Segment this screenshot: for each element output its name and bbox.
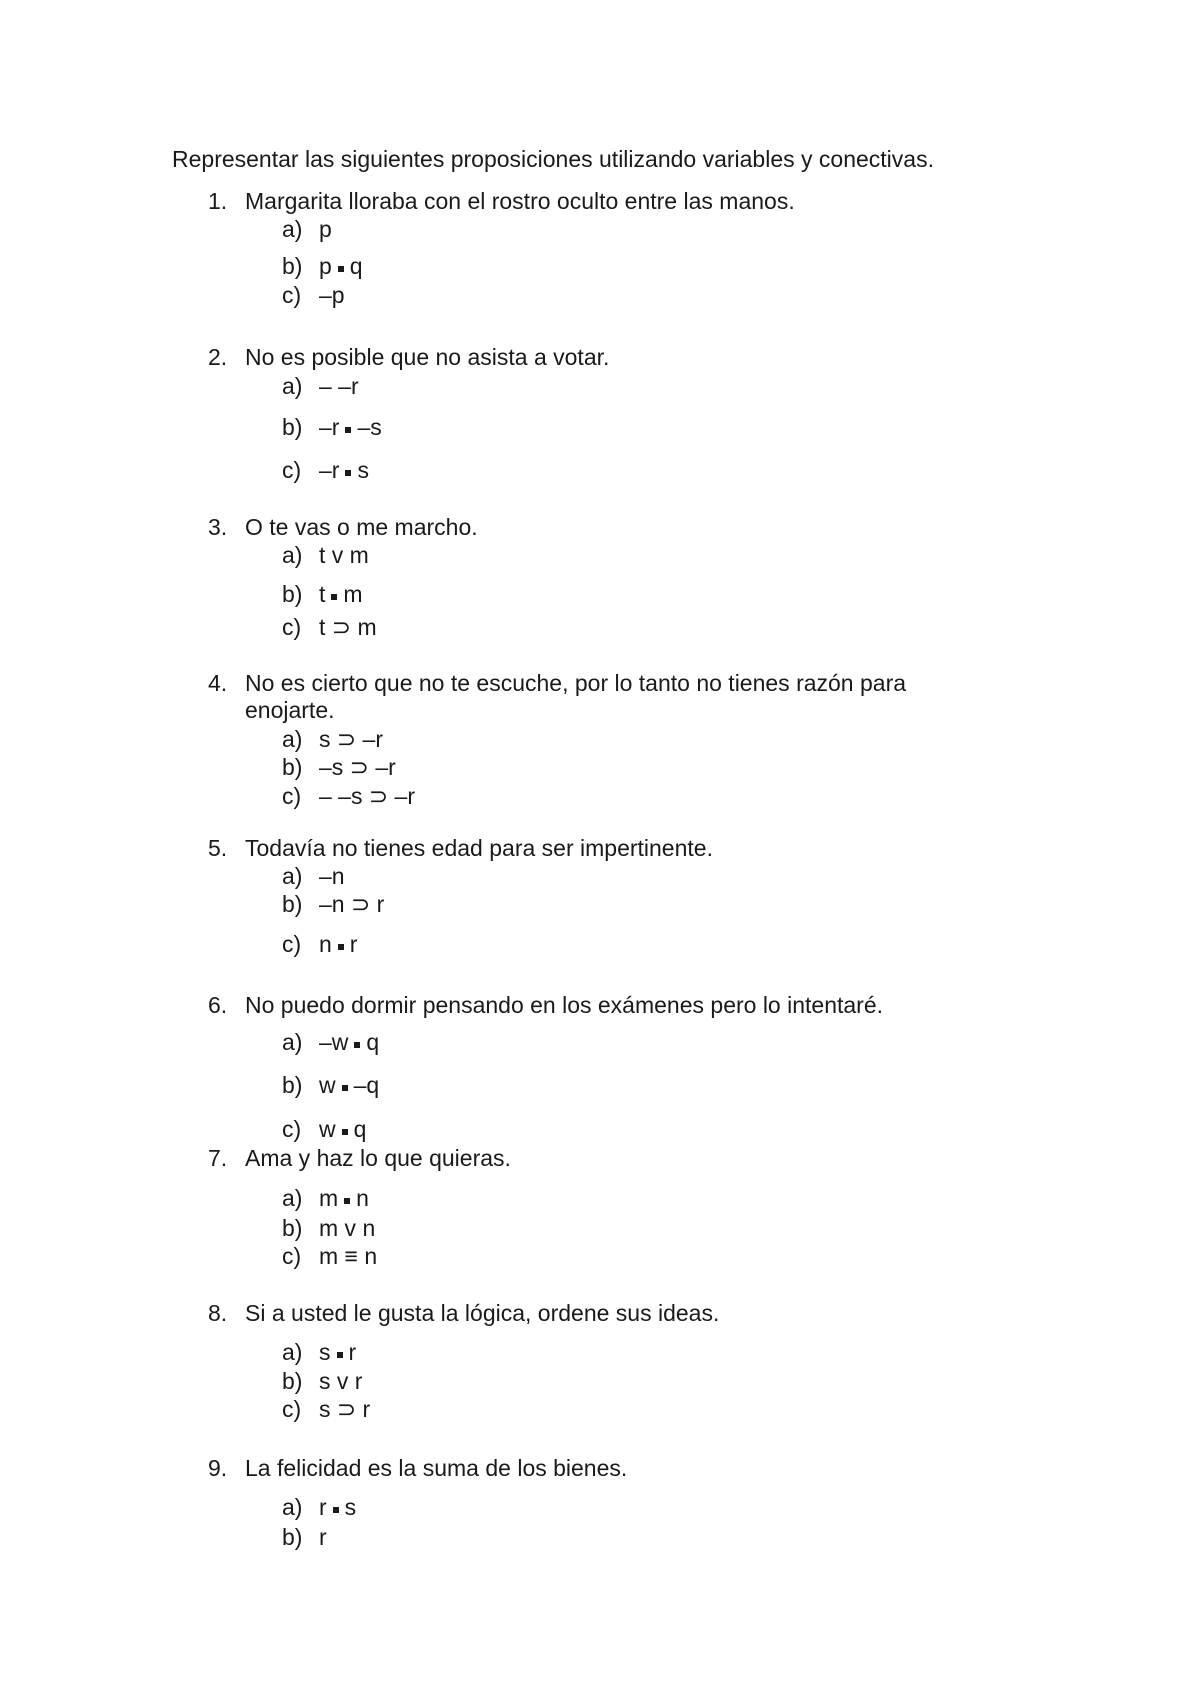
answer-option [282, 1396, 370, 1423]
answer-option [282, 1072, 379, 1099]
formula-part: m [343, 581, 363, 607]
option-label: b) [282, 1524, 303, 1550]
conjunction-dot-icon [337, 1352, 343, 1358]
answer-option [282, 1368, 362, 1395]
formula-part: s ⊃ r [319, 1396, 371, 1422]
formula-part: w [319, 1072, 336, 1098]
answer-option [282, 931, 357, 958]
option-label: b) [282, 1072, 303, 1098]
formula-part: r [348, 1339, 357, 1365]
option-label: a) [282, 373, 303, 399]
option-label: b) [282, 414, 303, 440]
formula-part: s v r [319, 1368, 363, 1394]
answer-option [282, 581, 363, 608]
formula-part: s [357, 457, 369, 483]
option-label: c) [282, 282, 302, 308]
answer-option [282, 253, 363, 280]
formula-part: r [319, 1494, 327, 1520]
formula-part: m v n [319, 1215, 376, 1241]
answer-option [282, 1029, 379, 1056]
formula-part: n [319, 931, 332, 957]
option-label: b) [282, 754, 303, 780]
option-label: c) [282, 931, 302, 957]
answer-option [282, 1243, 377, 1270]
formula-part: r [319, 1524, 327, 1550]
question-number: 5. [208, 835, 228, 861]
option-label: c) [282, 1396, 302, 1422]
option-label: c) [282, 614, 302, 640]
answer-option [282, 783, 415, 810]
option-label: b) [282, 1215, 303, 1241]
formula-part: –r [319, 457, 340, 483]
question-text: No es cierto que no te escuche, por lo tanto no tienes razón para enojarte. [245, 670, 907, 723]
question-text: Todavía no tienes edad para ser impertinente. [245, 835, 713, 861]
conjunction-dot-icon [345, 427, 351, 433]
answer-option [282, 1524, 327, 1551]
answer-option [282, 1215, 375, 1242]
question-text: Ama y haz lo que quieras. [245, 1145, 511, 1171]
conjunction-dot-icon [354, 1042, 360, 1048]
option-label: b) [282, 1368, 303, 1394]
formula-part: m ≡ n [319, 1243, 378, 1269]
answer-option [282, 542, 369, 569]
question-text: La felicidad es la suma de los bienes. [245, 1455, 628, 1481]
formula-part: n [356, 1185, 369, 1211]
formula-part: –q [353, 1072, 380, 1098]
option-label: b) [282, 891, 303, 917]
answer-option [282, 414, 382, 441]
formula-part: w [319, 1116, 336, 1142]
answer-option [282, 1116, 366, 1143]
answer-option [282, 373, 359, 400]
option-label: a) [282, 1185, 303, 1211]
formula-part: – –s ⊃ –r [319, 783, 415, 809]
formula-part: t v m [319, 542, 369, 568]
question-text: Margarita lloraba con el rostro oculto entre las manos. [245, 188, 795, 214]
formula-part: q [349, 253, 363, 279]
option-label: a) [282, 1029, 303, 1055]
formula-part: q [353, 1116, 367, 1142]
question-text: O te vas o me marcho. [245, 514, 478, 540]
formula-part: –n ⊃ r [319, 891, 385, 917]
answer-option [282, 726, 383, 753]
formula-part: r [349, 931, 358, 957]
instructions-text: Representar las siguientes proposiciones utilizando variables y conectivas. [172, 146, 934, 172]
formula-part: p [319, 253, 332, 279]
formula-part: t ⊃ m [319, 614, 377, 640]
answer-option [282, 1339, 356, 1366]
formula-part: s ⊃ –r [319, 726, 384, 752]
question-number: 6. [208, 992, 228, 1018]
answer-option [282, 457, 369, 484]
option-label: c) [282, 457, 302, 483]
question-text: No puedo dormir pensando en los exámenes pero lo intentaré. [245, 992, 884, 1018]
question-number: 7. [208, 1145, 228, 1171]
formula-part: m [319, 1185, 339, 1211]
question-number: 2. [208, 344, 228, 370]
answer-option [282, 754, 396, 781]
question-text: Si a usted le gusta la lógica, ordene sus ideas. [245, 1300, 720, 1326]
answer-option [282, 614, 377, 641]
conjunction-dot-icon [338, 266, 344, 272]
option-label: a) [282, 726, 303, 752]
formula-part: – –r [319, 373, 359, 399]
conjunction-dot-icon [333, 1507, 339, 1513]
conjunction-dot-icon [345, 470, 351, 476]
formula-part: –s [357, 414, 382, 440]
formula-part: s [319, 1339, 331, 1365]
option-label: b) [282, 253, 303, 279]
conjunction-dot-icon [342, 1085, 348, 1091]
question-number: 9. [208, 1455, 228, 1481]
answer-option [282, 1185, 369, 1212]
question-number: 4. [208, 670, 228, 696]
option-label: a) [282, 863, 303, 889]
answer-option [282, 282, 345, 309]
formula-part: t [319, 581, 326, 607]
option-label: c) [282, 783, 302, 809]
option-label: a) [282, 1494, 303, 1520]
question-text: No es posible que no asista a votar. [245, 344, 610, 370]
option-label: a) [282, 216, 303, 242]
option-label: a) [282, 1339, 303, 1365]
answer-option [282, 863, 345, 890]
question-number: 1. [208, 188, 228, 214]
formula-part: –p [319, 282, 345, 308]
formula-part: p [319, 216, 332, 242]
formula-part: –w [319, 1029, 349, 1055]
formula-part: q [366, 1029, 380, 1055]
option-label: c) [282, 1116, 302, 1142]
conjunction-dot-icon [331, 594, 337, 600]
answer-option [282, 216, 332, 243]
option-label: a) [282, 542, 303, 568]
conjunction-dot-icon [338, 944, 344, 950]
option-label: c) [282, 1243, 302, 1269]
conjunction-dot-icon [342, 1129, 348, 1135]
question-number: 3. [208, 514, 228, 540]
answer-option [282, 891, 384, 918]
option-label: b) [282, 581, 303, 607]
question-number: 8. [208, 1300, 228, 1326]
answer-option [282, 1494, 356, 1521]
conjunction-dot-icon [344, 1198, 350, 1204]
formula-part: –s ⊃ –r [319, 754, 396, 780]
formula-part: s [344, 1494, 357, 1520]
formula-part: –n [319, 863, 345, 889]
formula-part: –r [319, 414, 340, 440]
